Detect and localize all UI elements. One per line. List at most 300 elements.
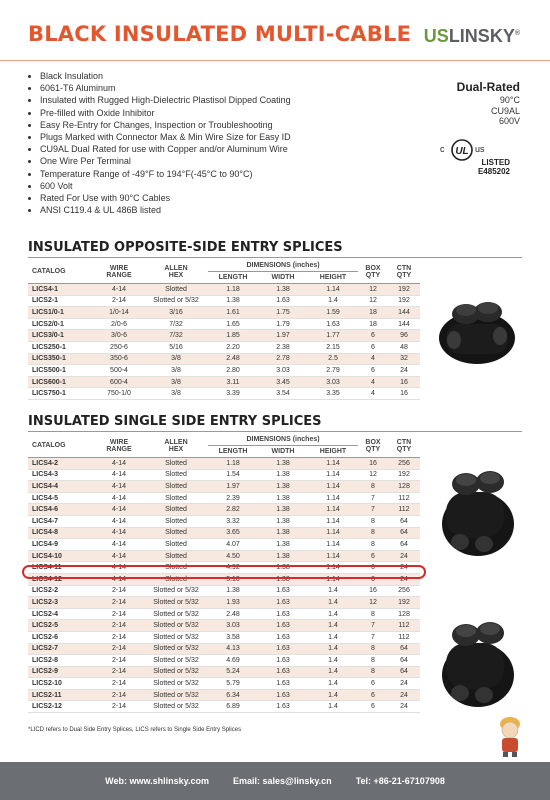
catalog-cell: LICS4-12 <box>28 573 94 585</box>
table-cell: 4-14 <box>94 284 144 296</box>
table-cell: 24 <box>388 573 420 585</box>
table-cell: 12 <box>358 284 388 296</box>
col-length: LENGTH <box>218 448 248 455</box>
section1-divider <box>28 257 522 258</box>
table-cell: 5/16 <box>144 341 208 353</box>
table-cell: 1.14 <box>308 550 358 562</box>
table-row <box>28 504 420 516</box>
col-ctn-qty <box>388 260 420 284</box>
catalog-cell: LICS2-3 <box>28 597 94 609</box>
mascot-icon <box>490 710 530 758</box>
col-ctn-qty <box>388 434 420 458</box>
table-cell: 1.61 <box>208 307 258 319</box>
col-hex-label: HEX <box>168 445 184 453</box>
table-cell: 3/8 <box>144 353 208 365</box>
col-wire-range <box>94 260 144 284</box>
table-cell: 1.93 <box>208 597 258 609</box>
table-cell: 350-6 <box>94 353 144 365</box>
footer-web[interactable]: Web: www.shlinsky.com <box>105 776 210 786</box>
table-cell: Slotted or 5/32 <box>144 585 208 597</box>
table-cell: 1.14 <box>308 573 358 585</box>
table-cell: 12 <box>358 469 388 481</box>
opposite-side-table <box>28 260 420 400</box>
footer-email[interactable]: Email: sales@linsky.cn <box>233 776 332 786</box>
table-cell: 16 <box>358 458 388 470</box>
table-cell: 1.63 <box>258 585 308 597</box>
table-cell: Slotted or 5/32 <box>144 597 208 609</box>
table-cell: 1.63 <box>258 678 308 690</box>
catalog-cell: LICS2-10 <box>28 678 94 690</box>
table-cell: 7 <box>358 492 388 504</box>
table-cell: 2.15 <box>308 341 358 353</box>
catalog-cell: LICS350-1 <box>28 353 94 365</box>
catalog-cell: LICS4-5 <box>28 492 94 504</box>
table-cell: 1.14 <box>308 481 358 493</box>
table-cell: Slotted or 5/32 <box>144 666 208 678</box>
catalog-cell: LICS4-4 <box>28 481 94 493</box>
catalog-cell: LICS4-7 <box>28 515 94 527</box>
table-cell: 1.4 <box>308 608 358 620</box>
table-cell: 1.38 <box>208 585 258 597</box>
table-cell: Slotted <box>144 515 208 527</box>
table-cell: 4 <box>358 376 388 388</box>
catalog-cell: LICS3/0-1 <box>28 330 94 342</box>
catalog-cell: LICS2-12 <box>28 701 94 713</box>
brand-reg: ® <box>514 30 520 37</box>
table-row <box>28 689 420 701</box>
table-row <box>28 620 420 632</box>
table-cell: 2-14 <box>94 597 144 609</box>
table-cell: 1.38 <box>258 573 308 585</box>
table-cell: 2-14 <box>94 585 144 597</box>
catalog-cell: LICS1/0-1 <box>28 307 94 319</box>
table-cell: Slotted or 5/32 <box>144 655 208 667</box>
table-cell: 64 <box>388 527 420 539</box>
table-cell: Slotted <box>144 492 208 504</box>
file-number: E485202 <box>477 167 510 176</box>
table-cell: 2.79 <box>308 365 358 377</box>
table-cell: 6 <box>358 330 388 342</box>
feature-item: • Plugs Marked with Connector Max & Min Wire Size for Easy ID <box>40 131 291 143</box>
table-cell: 4-14 <box>94 504 144 516</box>
table-cell: 24 <box>388 365 420 377</box>
table-cell: 500-4 <box>94 365 144 377</box>
table-cell: 2.38 <box>258 341 308 353</box>
table-cell: 2.82 <box>208 504 258 516</box>
table-cell: 4-14 <box>94 492 144 504</box>
col-wire-range <box>94 434 144 458</box>
table-cell: 4.92 <box>208 562 258 574</box>
table-cell: 24 <box>388 562 420 574</box>
table-cell: 24 <box>388 678 420 690</box>
table-cell: 6 <box>358 701 388 713</box>
table-cell: 1.4 <box>308 295 358 307</box>
table-cell: Slotted or 5/32 <box>144 678 208 690</box>
table-row <box>28 585 420 597</box>
table-cell: 8 <box>358 643 388 655</box>
highlight-ring <box>22 565 426 579</box>
feature-item: • Pre-filled with Oxide Inhibitor <box>40 107 291 119</box>
table-row <box>28 307 420 319</box>
table-cell: 96 <box>388 330 420 342</box>
table-cell: 12 <box>358 295 388 307</box>
table-row <box>28 330 420 342</box>
table-cell: 4-14 <box>94 539 144 551</box>
catalog-cell: LICS2-6 <box>28 631 94 643</box>
table-cell: 1.38 <box>258 527 308 539</box>
table-cell: 1.14 <box>308 458 358 470</box>
footer-tel: Tel: +86-21-67107908 <box>355 776 445 786</box>
table-cell: 3/8 <box>144 388 208 400</box>
col-qty-label: QTY <box>396 445 412 453</box>
table-cell: 4-14 <box>94 515 144 527</box>
table-cell: 112 <box>388 631 420 643</box>
feature-item: • Easy Re-Entry for Changes, Inspection or Troubleshooting <box>40 119 291 131</box>
table-cell: 1.38 <box>258 492 308 504</box>
table-cell: 1.4 <box>308 631 358 643</box>
table-cell: 1.38 <box>258 539 308 551</box>
col-height: HEIGHT <box>319 448 347 455</box>
catalog-cell: LICS750-1 <box>28 388 94 400</box>
table-row <box>28 666 420 678</box>
col-range-label: RANGE <box>106 271 132 279</box>
table-cell: 4 <box>358 353 388 365</box>
table-cell: 1.59 <box>308 307 358 319</box>
table-row <box>28 376 420 388</box>
table-cell: 64 <box>388 539 420 551</box>
feature-list <box>26 70 291 216</box>
section2-title: INSULATED SINGLE SIDE ENTRY SPLICES <box>28 414 322 429</box>
catalog-cell: LICS2-9 <box>28 666 94 678</box>
feature-item: • ANSI C119.4 & UL 486B listed <box>40 204 291 216</box>
col-dimensions: DIMENSIONS (inches) <box>208 260 358 272</box>
col-box-qty <box>358 260 388 284</box>
table-cell: 600-4 <box>94 376 144 388</box>
table-cell: 4 <box>358 388 388 400</box>
table-cell: 7/32 <box>144 318 208 330</box>
table-row <box>28 678 420 690</box>
footnote: *LICD refers to Dual Side Entry Splices, LICS refers to Single Side Entry Splices <box>28 727 242 733</box>
table-cell: 6 <box>358 678 388 690</box>
table-cell: 4-14 <box>94 573 144 585</box>
table-cell: 256 <box>388 458 420 470</box>
table-cell: 3/8 <box>144 365 208 377</box>
table-cell: 24 <box>388 550 420 562</box>
table-row <box>28 295 420 307</box>
splice-product-image <box>430 615 526 715</box>
table-cell: 3.54 <box>258 388 308 400</box>
catalog-cell: LICS4-11 <box>28 562 94 574</box>
table-cell: Slotted <box>144 527 208 539</box>
footer-bar <box>0 762 550 800</box>
col-box-label: BOX <box>365 438 381 446</box>
table-cell: Slotted <box>144 284 208 296</box>
table-cell: 1.38 <box>258 481 308 493</box>
table-cell: 1.63 <box>258 295 308 307</box>
table-cell: 32 <box>388 353 420 365</box>
table-row <box>28 597 420 609</box>
table-cell: 1.63 <box>258 666 308 678</box>
table-cell: 3/0-6 <box>94 330 144 342</box>
table-cell: 112 <box>388 504 420 516</box>
table-cell: 24 <box>388 701 420 713</box>
table-cell: 6.34 <box>208 689 258 701</box>
table-cell: 1.75 <box>258 307 308 319</box>
table-cell: 6 <box>358 689 388 701</box>
table-row <box>28 365 420 377</box>
table-cell: 256 <box>388 585 420 597</box>
table-cell: 3.35 <box>308 388 358 400</box>
table-cell: 1.18 <box>208 284 258 296</box>
rating-volt: 600V <box>498 116 520 126</box>
table-cell: 1.97 <box>208 481 258 493</box>
table-cell: 1.63 <box>258 655 308 667</box>
col-height: HEIGHT <box>319 274 347 281</box>
table-row <box>28 284 420 296</box>
table-cell: 3.03 <box>308 376 358 388</box>
table-cell: 2.39 <box>208 492 258 504</box>
table-cell: 2-14 <box>94 631 144 643</box>
table-cell: 1.4 <box>308 701 358 713</box>
catalog-cell: LICS2-1 <box>28 295 94 307</box>
table-row <box>28 318 420 330</box>
table-cell: 2.80 <box>208 365 258 377</box>
table-cell: 4-14 <box>94 550 144 562</box>
table-cell: Slotted <box>144 469 208 481</box>
table-cell: 2/0-6 <box>94 318 144 330</box>
col-box-qty <box>358 434 388 458</box>
section1-title: INSULATED OPPOSITE-SIDE ENTRY SPLICES <box>28 240 343 255</box>
table-cell: 1.38 <box>258 284 308 296</box>
table-cell: 1.14 <box>308 515 358 527</box>
table-cell: 6 <box>358 550 388 562</box>
catalog-cell: LICS2-5 <box>28 620 94 632</box>
table-row <box>28 515 420 527</box>
table-cell: 1.18 <box>208 458 258 470</box>
table-cell: 24 <box>388 689 420 701</box>
table-cell: 8 <box>358 527 388 539</box>
table-cell: 4.13 <box>208 643 258 655</box>
table-cell: 1.85 <box>208 330 258 342</box>
table-cell: 1.38 <box>258 469 308 481</box>
catalog-cell: LICS250-1 <box>28 341 94 353</box>
feature-item: • Black Insulation <box>40 70 291 82</box>
table-cell: 192 <box>388 469 420 481</box>
table-cell: 8 <box>358 515 388 527</box>
table-cell: 3.03 <box>258 365 308 377</box>
table-cell: 1.63 <box>258 701 308 713</box>
table-cell: 6 <box>358 341 388 353</box>
table-cell: 1.63 <box>258 631 308 643</box>
rating-heading: Dual-Rated <box>456 80 520 94</box>
splice-product-image <box>430 462 526 562</box>
table-cell: 128 <box>388 481 420 493</box>
page-title: BLACK INSULATED MULTI-CABLE <box>28 22 412 46</box>
table-cell: 4-14 <box>94 469 144 481</box>
table-cell: 1.4 <box>308 666 358 678</box>
rating-cu: CU9AL <box>490 105 520 116</box>
table-cell: 1.63 <box>308 318 358 330</box>
table-cell: 64 <box>388 515 420 527</box>
table-cell: 8 <box>358 655 388 667</box>
table-cell: 192 <box>388 284 420 296</box>
col-qty-label: QTY <box>365 445 381 453</box>
catalog-cell: LICS2-7 <box>28 643 94 655</box>
table-cell: 112 <box>388 620 420 632</box>
catalog-cell: LICS4-1 <box>28 284 94 296</box>
table-cell: Slotted <box>144 504 208 516</box>
table-cell: 1.4 <box>308 655 358 667</box>
table-row <box>28 631 420 643</box>
table-cell: Slotted or 5/32 <box>144 643 208 655</box>
header-divider <box>0 60 550 61</box>
col-wire-label: WIRE <box>109 264 129 272</box>
table-cell: 5.10 <box>208 573 258 585</box>
table-cell: 2.48 <box>208 353 258 365</box>
table-cell: 3.39 <box>208 388 258 400</box>
table-cell: 16 <box>358 585 388 597</box>
table-cell: 3.32 <box>208 515 258 527</box>
table-cell: 2.48 <box>208 608 258 620</box>
table-cell: 6.89 <box>208 701 258 713</box>
catalog-cell: LICS2-2 <box>28 585 94 597</box>
table-cell: 7 <box>358 620 388 632</box>
table-cell: 4-14 <box>94 458 144 470</box>
table-cell: 1.4 <box>308 689 358 701</box>
feature-item: • One Wire Per Terminal <box>40 155 291 167</box>
table-cell: 3.65 <box>208 527 258 539</box>
table-cell: 12 <box>358 597 388 609</box>
catalog-cell: LICS500-1 <box>28 365 94 377</box>
table-cell: 5.24 <box>208 666 258 678</box>
listed-text: LISTED <box>481 158 510 167</box>
table-cell: 2-14 <box>94 655 144 667</box>
table-cell: 2.78 <box>258 353 308 365</box>
table-cell: 1.63 <box>258 608 308 620</box>
table-cell: 4-14 <box>94 481 144 493</box>
table-cell: 16 <box>388 388 420 400</box>
table-cell: Slotted <box>144 550 208 562</box>
table-cell: 4-14 <box>94 527 144 539</box>
table-cell: Slotted or 5/32 <box>144 701 208 713</box>
table-cell: 1.4 <box>308 678 358 690</box>
table-cell: 16 <box>388 376 420 388</box>
ul-mark: UL <box>455 146 469 157</box>
catalog-cell: LICS4-9 <box>28 539 94 551</box>
col-width: WIDTH <box>271 448 295 455</box>
table-cell: 6 <box>358 365 388 377</box>
table-cell: 1.63 <box>258 597 308 609</box>
table-cell: 6 <box>358 573 388 585</box>
table-cell: 2-14 <box>94 295 144 307</box>
table-row <box>28 341 420 353</box>
table-cell: 1.54 <box>208 469 258 481</box>
table-cell: 192 <box>388 597 420 609</box>
table-cell: 1.65 <box>208 318 258 330</box>
table-cell: 2-14 <box>94 666 144 678</box>
table-cell: 112 <box>388 492 420 504</box>
table-row <box>28 539 420 551</box>
table-cell: 1.4 <box>308 597 358 609</box>
col-allen-label: ALLEN <box>164 438 188 446</box>
table-cell: 7 <box>358 631 388 643</box>
table-cell: 2-14 <box>94 608 144 620</box>
feature-item: • CU9AL Dual Rated for use with Copper and/or Aluminum Wire <box>40 143 291 155</box>
table-cell: 1.14 <box>308 284 358 296</box>
table-cell: 1.38 <box>258 550 308 562</box>
table-row <box>28 353 420 365</box>
catalog-cell: LICS4-8 <box>28 527 94 539</box>
table-cell: 8 <box>358 539 388 551</box>
col-box-label: BOX <box>365 264 381 272</box>
table-cell: Slotted <box>144 481 208 493</box>
table-cell: 3.45 <box>258 376 308 388</box>
table-cell: 64 <box>388 643 420 655</box>
col-catalog: CATALOG <box>32 268 66 275</box>
table-cell: 1.14 <box>308 469 358 481</box>
catalog-cell: LICS4-3 <box>28 469 94 481</box>
table-cell: 64 <box>388 655 420 667</box>
table-cell: 64 <box>388 666 420 678</box>
listed-block <box>478 158 510 176</box>
catalog-cell: LICS600-1 <box>28 376 94 388</box>
table-cell: Slotted or 5/32 <box>144 620 208 632</box>
table-row <box>28 701 420 713</box>
table-row <box>28 469 420 481</box>
table-cell: 1.38 <box>258 515 308 527</box>
table-cell: 8 <box>358 481 388 493</box>
table-cell: Slotted or 5/32 <box>144 689 208 701</box>
table-cell: 3.11 <box>208 376 258 388</box>
table-cell: 48 <box>388 341 420 353</box>
table-cell: 4-14 <box>94 562 144 574</box>
table-cell: 3.03 <box>208 620 258 632</box>
table-cell: 2.20 <box>208 341 258 353</box>
rating-temp: 90°C <box>499 95 520 105</box>
table-cell: 3/16 <box>144 307 208 319</box>
table-cell: 6 <box>358 562 388 574</box>
col-allen-hex <box>144 434 208 458</box>
table-cell: 1.63 <box>258 689 308 701</box>
table-cell: 4.07 <box>208 539 258 551</box>
col-qty-label: QTY <box>365 271 381 279</box>
table-row <box>28 458 420 470</box>
table-cell: 5.79 <box>208 678 258 690</box>
ul-us-text: us <box>475 144 485 154</box>
table-row <box>28 481 420 493</box>
table-cell: 7/32 <box>144 330 208 342</box>
table-cell: 2.5 <box>308 353 358 365</box>
col-width: WIDTH <box>271 274 295 281</box>
table-cell: 2-14 <box>94 689 144 701</box>
table-cell: 18 <box>358 307 388 319</box>
table-cell: 4.69 <box>208 655 258 667</box>
table-cell: 1.14 <box>308 527 358 539</box>
table-cell: 1.38 <box>258 458 308 470</box>
table-cell: 144 <box>388 307 420 319</box>
table-cell: 1.14 <box>308 562 358 574</box>
table-cell: 1.38 <box>208 295 258 307</box>
brand-linsky: LINSKY <box>448 26 515 46</box>
table-cell: 1.77 <box>308 330 358 342</box>
table-cell: 250-6 <box>94 341 144 353</box>
col-ctn-label: CTN <box>396 438 412 446</box>
table-cell: 128 <box>388 608 420 620</box>
table-cell: Slotted <box>144 458 208 470</box>
table-cell: 1/0-14 <box>94 307 144 319</box>
table-cell: 2-14 <box>94 701 144 713</box>
splice-product-image <box>432 290 522 370</box>
